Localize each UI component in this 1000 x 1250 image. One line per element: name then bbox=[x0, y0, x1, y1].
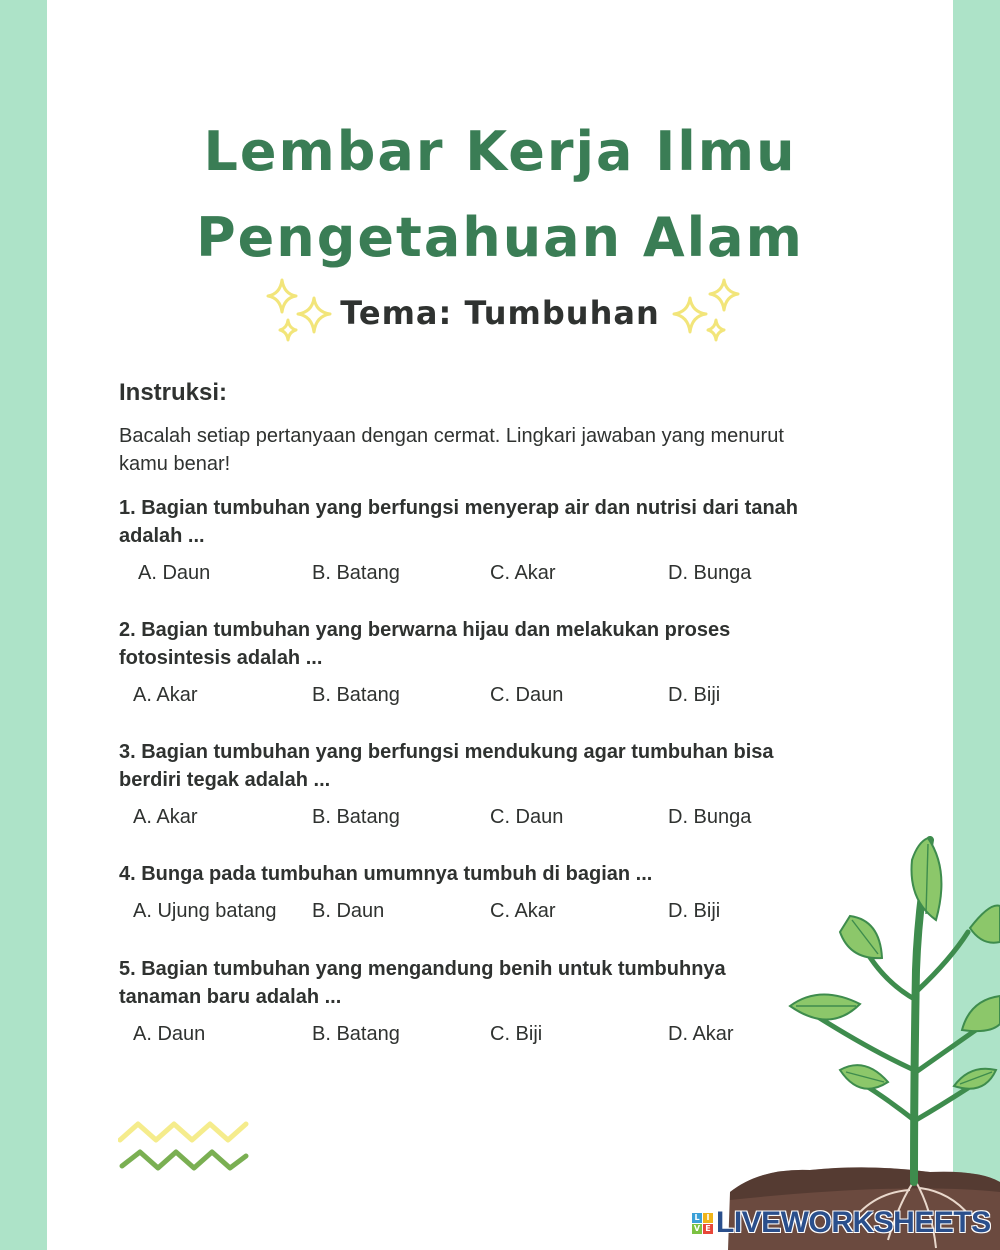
question-3-option-d[interactable]: D. Bunga bbox=[668, 806, 752, 828]
sparkle-icon-right bbox=[668, 276, 744, 346]
question-3-option-c[interactable]: C. Daun bbox=[490, 806, 564, 828]
zigzag-decoration bbox=[118, 1118, 254, 1180]
question-1-option-a[interactable]: A. Daun bbox=[138, 562, 211, 584]
question-1-option-c[interactable]: C. Akar bbox=[490, 562, 556, 584]
question-1-option-d[interactable]: D. Bunga bbox=[668, 562, 752, 584]
question-3-text: 3. Bagian tumbuhan yang berfungsi mendukung agar tumbuhan bisa berdiri tegak adalah ... bbox=[119, 741, 774, 791]
worksheet-title-line1: Lembar Kerja Ilmu bbox=[203, 120, 797, 183]
question-5-option-c[interactable]: C. Biji bbox=[490, 1023, 543, 1045]
watermark-text: LIVEWORKSHEETS bbox=[716, 1206, 991, 1239]
question-4-option-a[interactable]: A. Ujung batang bbox=[133, 900, 277, 922]
question-2-option-b[interactable]: B. Batang bbox=[312, 684, 400, 706]
question-5-option-a[interactable]: A. Daun bbox=[133, 1023, 206, 1045]
question-3-option-b[interactable]: B. Batang bbox=[312, 806, 400, 828]
plant-illustration bbox=[700, 820, 1000, 1250]
question-5-option-d[interactable]: D. Akar bbox=[668, 1023, 734, 1045]
worksheet-title-line2: Pengetahuan Alam bbox=[196, 206, 804, 269]
question-5-text: 5. Bagian tumbuhan yang mengandung benih untuk tumbuhnya tanaman baru adalah ... bbox=[119, 958, 726, 1008]
question-4-option-d[interactable]: D. Biji bbox=[668, 900, 721, 922]
instruction-heading: Instruksi: bbox=[119, 379, 228, 406]
question-4-text: 4. Bunga pada tumbuhan umumnya tumbuh di bagian ... bbox=[119, 863, 653, 885]
liveworksheets-watermark bbox=[692, 1206, 991, 1240]
question-5-option-b[interactable]: B. Batang bbox=[312, 1023, 400, 1045]
question-1-option-b[interactable]: B. Batang bbox=[312, 562, 400, 584]
question-2-text: 2. Bagian tumbuhan yang berwarna hijau dan melakukan proses fotosintesis adalah ... bbox=[119, 619, 731, 669]
question-4-option-c[interactable]: C. Akar bbox=[490, 900, 556, 922]
question-2-option-c[interactable]: C. Daun bbox=[490, 684, 564, 706]
question-2-option-d[interactable]: D. Biji bbox=[668, 684, 721, 706]
liveworksheets-logo: L I V E bbox=[692, 1213, 713, 1234]
question-3-option-a[interactable]: A. Akar bbox=[133, 806, 198, 828]
question-4-option-b[interactable]: B. Daun bbox=[312, 900, 385, 922]
worksheet-subtitle: Tema: Tumbuhan bbox=[340, 294, 660, 332]
question-1-text: 1. Bagian tumbuhan yang berfungsi menyerap air dan nutrisi dari tanah adalah ... bbox=[119, 497, 799, 547]
instruction-text: Bacalah setiap pertanyaan dengan cermat. Lingkari jawaban yang menurut kamu benar! bbox=[119, 425, 784, 475]
question-2-option-a[interactable]: A. Akar bbox=[133, 684, 198, 706]
